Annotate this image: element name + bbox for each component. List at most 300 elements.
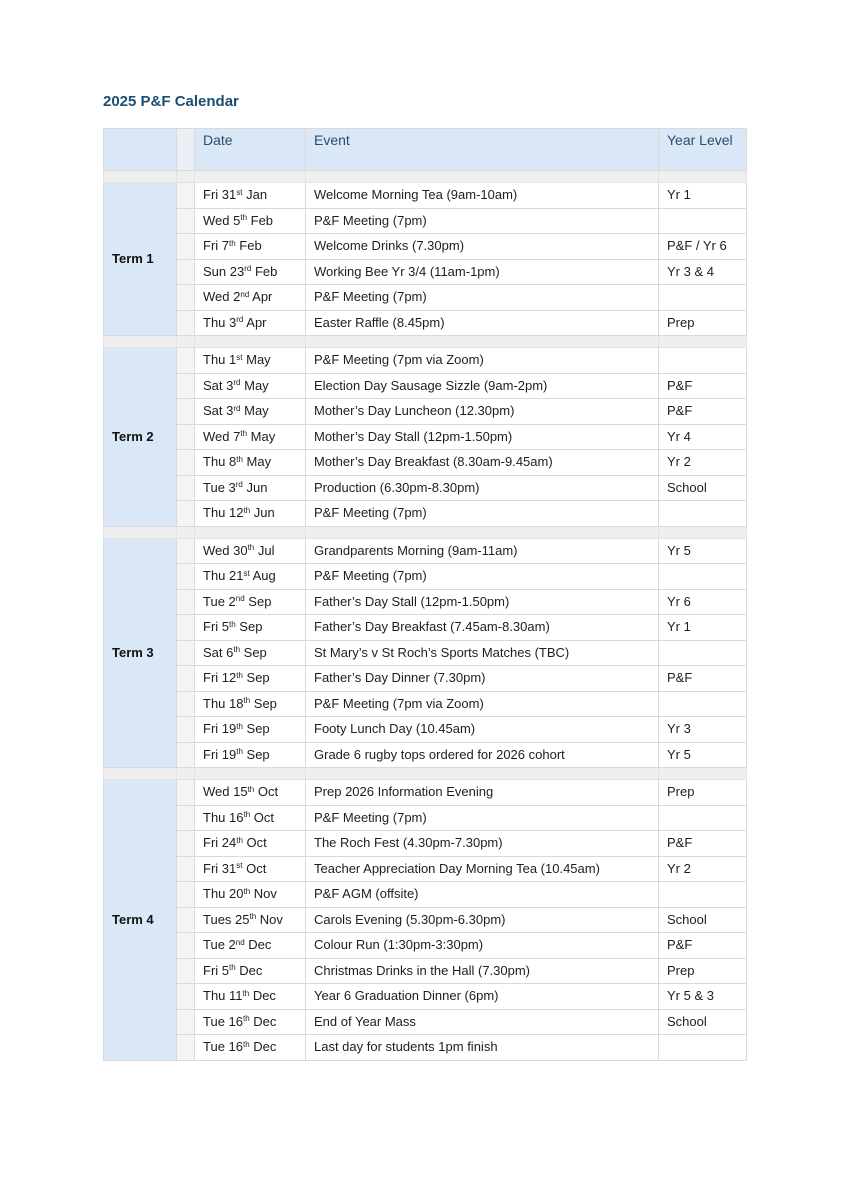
- date-month: Dec: [248, 937, 272, 953]
- year-level-cell: [659, 640, 747, 666]
- date-cell: [195, 907, 306, 933]
- date-day: Wed 2: [203, 289, 241, 305]
- event-cell: Mother’s Day Stall (12pm-1.50pm): [306, 424, 659, 450]
- date-month: Feb: [239, 238, 262, 254]
- event-cell: Carols Evening (5.30pm-6.30pm): [306, 907, 659, 933]
- narrow-cell: [177, 501, 195, 527]
- table-row: [104, 1009, 747, 1035]
- date-day: Wed 7: [203, 428, 241, 444]
- narrow-cell: [177, 208, 195, 234]
- event-cell: Working Bee Yr 3/4 (11am-1pm): [306, 259, 659, 285]
- date-ordinal-suffix: th: [240, 213, 248, 223]
- table-row: [104, 424, 747, 450]
- event-cell: P&F Meeting (7pm): [306, 501, 659, 527]
- date-month: Sep: [239, 619, 263, 635]
- date-day: Fri 31: [203, 860, 237, 876]
- date-month: Apr: [246, 314, 267, 330]
- spacer-cell: [195, 171, 306, 183]
- table-row: [104, 691, 747, 717]
- event-cell: Last day for students 1pm finish: [306, 1035, 659, 1061]
- table-row: [104, 831, 747, 857]
- date-cell: [195, 310, 306, 336]
- spacer-cell: [306, 171, 659, 183]
- spacer-cell: [104, 171, 177, 183]
- date-day: Fri 5: [203, 619, 229, 635]
- narrow-cell: [177, 882, 195, 908]
- year-level-cell: [659, 1035, 747, 1061]
- year-level-cell: Prep: [659, 780, 747, 806]
- date-cell: [195, 424, 306, 450]
- date-month: Sep: [248, 593, 272, 609]
- table-row: [104, 234, 747, 260]
- date-month: Oct: [246, 860, 267, 876]
- table-row: [104, 984, 747, 1010]
- event-cell: Mother’s Day Luncheon (12.30pm): [306, 399, 659, 425]
- narrow-cell: [177, 984, 195, 1010]
- spacer-cell: [177, 171, 195, 183]
- date-ordinal-suffix: rd: [236, 315, 244, 325]
- date-cell: [195, 475, 306, 501]
- header-date: Date: [195, 129, 306, 171]
- date-cell: [195, 882, 306, 908]
- narrow-cell: [177, 424, 195, 450]
- date-cell: [195, 691, 306, 717]
- date-cell: [195, 538, 306, 564]
- event-cell: Production (6.30pm-8.30pm): [306, 475, 659, 501]
- date-day: Fri 7: [203, 238, 229, 254]
- table-row: [104, 285, 747, 311]
- year-level-cell: P&F: [659, 399, 747, 425]
- date-cell: [195, 984, 306, 1010]
- term-spacer-row: [104, 336, 747, 348]
- date-cell: [195, 1009, 306, 1035]
- event-cell: Grade 6 rugby tops ordered for 2026 cohort: [306, 742, 659, 768]
- narrow-cell: [177, 831, 195, 857]
- date-cell: [195, 501, 306, 527]
- year-level-cell: Yr 5: [659, 538, 747, 564]
- term-spacer-row: [104, 171, 747, 183]
- date-month: Oct: [257, 784, 279, 800]
- date-month: May: [246, 352, 271, 368]
- narrow-cell: [177, 907, 195, 933]
- year-level-cell: School: [659, 1009, 747, 1035]
- date-ordinal-suffix: st: [236, 861, 243, 871]
- table-row: [104, 933, 747, 959]
- event-cell: P&F Meeting (7pm): [306, 564, 659, 590]
- date-day: Fri 19: [203, 746, 237, 762]
- date-ordinal-suffix: rd: [233, 378, 241, 388]
- narrow-cell: [177, 780, 195, 806]
- date-cell: [195, 933, 306, 959]
- narrow-cell: [177, 805, 195, 831]
- year-level-cell: P&F: [659, 933, 747, 959]
- date-day: Wed 30: [203, 542, 248, 558]
- date-month: Sep: [243, 644, 267, 660]
- event-cell: Year 6 Graduation Dinner (6pm): [306, 984, 659, 1010]
- narrow-cell: [177, 717, 195, 743]
- date-month: Feb: [254, 263, 278, 279]
- year-level-cell: P&F: [659, 373, 747, 399]
- header-narrow-cell: [177, 129, 195, 171]
- date-cell: [195, 589, 306, 615]
- event-cell: St Mary’s v St Roch’s Sports Matches (TBC): [306, 640, 659, 666]
- date-month: Jan: [246, 187, 268, 203]
- date-day: Tue 2: [203, 937, 236, 953]
- year-level-cell: [659, 805, 747, 831]
- narrow-cell: [177, 933, 195, 959]
- table-row: [104, 399, 747, 425]
- event-cell: P&F Meeting (7pm): [306, 805, 659, 831]
- date-ordinal-suffix: st: [236, 352, 243, 362]
- date-month: May: [250, 428, 276, 444]
- date-day: Thu 8: [203, 454, 237, 470]
- date-ordinal-suffix: th: [229, 238, 236, 248]
- narrow-cell: [177, 348, 195, 374]
- date-ordinal-suffix: th: [243, 1039, 250, 1049]
- table-row: [104, 310, 747, 336]
- date-ordinal-suffix: th: [247, 543, 255, 553]
- calendar-table: [103, 128, 747, 1061]
- date-cell: [195, 259, 306, 285]
- table-row: [104, 450, 747, 476]
- date-ordinal-suffix: rd: [235, 480, 243, 490]
- date-ordinal-suffix: th: [242, 988, 250, 998]
- spacer-cell: [177, 768, 195, 780]
- spacer-cell: [104, 526, 177, 538]
- year-level-cell: [659, 882, 747, 908]
- date-month: Sep: [246, 670, 270, 686]
- term-spacer-row: [104, 526, 747, 538]
- table-row: [104, 564, 747, 590]
- narrow-cell: [177, 475, 195, 501]
- date-day: Tue 16: [203, 1013, 243, 1029]
- date-cell: [195, 285, 306, 311]
- date-ordinal-suffix: rd: [244, 264, 252, 274]
- narrow-cell: [177, 234, 195, 260]
- year-level-cell: School: [659, 907, 747, 933]
- date-day: Tues 25: [203, 911, 250, 927]
- date-day: Sat 3: [203, 403, 234, 419]
- date-cell: [195, 348, 306, 374]
- spacer-cell: [306, 526, 659, 538]
- year-level-cell: School: [659, 475, 747, 501]
- date-day: Thu 11: [203, 988, 243, 1004]
- date-day: Thu 18: [203, 695, 244, 711]
- date-cell: [195, 717, 306, 743]
- date-day: Fri 5: [203, 962, 229, 978]
- date-day: Sun 23: [203, 263, 245, 279]
- table-row: [104, 907, 747, 933]
- table-row: [104, 882, 747, 908]
- event-cell: Prep 2026 Information Evening: [306, 780, 659, 806]
- narrow-cell: [177, 373, 195, 399]
- table-row: [104, 475, 747, 501]
- date-ordinal-suffix: th: [243, 505, 251, 515]
- date-month: Nov: [259, 911, 283, 927]
- table-header-row: [104, 129, 747, 171]
- date-ordinal-suffix: nd: [235, 594, 245, 604]
- table-row: [104, 589, 747, 615]
- date-ordinal-suffix: th: [243, 1014, 250, 1024]
- spacer-cell: [659, 171, 747, 183]
- event-cell: P&F Meeting (7pm via Zoom): [306, 691, 659, 717]
- event-cell: Welcome Drinks (7.30pm): [306, 234, 659, 260]
- event-cell: P&F Meeting (7pm via Zoom): [306, 348, 659, 374]
- spacer-cell: [659, 526, 747, 538]
- date-cell: [195, 1035, 306, 1061]
- date-cell: [195, 780, 306, 806]
- date-ordinal-suffix: th: [236, 454, 243, 464]
- table-row: [104, 780, 747, 806]
- event-cell: P&F Meeting (7pm): [306, 208, 659, 234]
- term-spacer-row: [104, 768, 747, 780]
- event-cell: Mother’s Day Breakfast (8.30am-9.45am): [306, 450, 659, 476]
- date-cell: [195, 742, 306, 768]
- narrow-cell: [177, 259, 195, 285]
- date-month: May: [244, 403, 269, 419]
- table-row: [104, 1035, 747, 1061]
- spacer-cell: [195, 336, 306, 348]
- event-cell: P&F AGM (offsite): [306, 882, 659, 908]
- date-month: Dec: [252, 988, 276, 1004]
- year-level-cell: Yr 2: [659, 856, 747, 882]
- date-day: Sat 6: [203, 644, 234, 660]
- year-level-cell: Yr 3: [659, 717, 747, 743]
- narrow-cell: [177, 310, 195, 336]
- date-ordinal-suffix: th: [249, 912, 257, 922]
- date-month: Oct: [253, 809, 275, 825]
- date-cell: [195, 805, 306, 831]
- date-month: Oct: [246, 835, 267, 851]
- year-level-cell: [659, 691, 747, 717]
- spacer-cell: [177, 336, 195, 348]
- term-label: Term 2: [104, 348, 177, 527]
- table-row: [104, 805, 747, 831]
- date-month: Sep: [246, 721, 270, 737]
- narrow-cell: [177, 450, 195, 476]
- date-month: Dec: [253, 1013, 277, 1029]
- narrow-cell: [177, 615, 195, 641]
- date-month: Jul: [257, 542, 275, 558]
- event-cell: P&F Meeting (7pm): [306, 285, 659, 311]
- table-row: [104, 373, 747, 399]
- narrow-cell: [177, 589, 195, 615]
- table-row: [104, 615, 747, 641]
- narrow-cell: [177, 183, 195, 209]
- term-label: Term 3: [104, 538, 177, 768]
- date-cell: [195, 666, 306, 692]
- event-cell: Father’s Day Breakfast (7.45am-8.30am): [306, 615, 659, 641]
- date-cell: [195, 399, 306, 425]
- date-day: Fri 31: [203, 187, 237, 203]
- year-level-cell: Yr 1: [659, 183, 747, 209]
- event-cell: Grandparents Morning (9am-11am): [306, 538, 659, 564]
- date-ordinal-suffix: st: [236, 187, 243, 197]
- date-ordinal-suffix: th: [247, 784, 255, 794]
- date-day: Wed 5: [203, 212, 241, 228]
- date-day: Thu 21: [203, 568, 244, 584]
- year-level-cell: Yr 3 & 4: [659, 259, 747, 285]
- narrow-cell: [177, 640, 195, 666]
- date-ordinal-suffix: th: [233, 645, 241, 655]
- year-level-cell: [659, 285, 747, 311]
- year-level-cell: Yr 4: [659, 424, 747, 450]
- date-cell: [195, 640, 306, 666]
- date-month: Jun: [246, 479, 268, 495]
- page-title: 2025 P&F Calendar: [103, 93, 239, 110]
- date-ordinal-suffix: th: [236, 835, 243, 845]
- spacer-cell: [306, 768, 659, 780]
- narrow-cell: [177, 1035, 195, 1061]
- date-month: Nov: [253, 886, 277, 902]
- table-row: [104, 856, 747, 882]
- date-cell: [195, 234, 306, 260]
- event-cell: Election Day Sausage Sizzle (9am-2pm): [306, 373, 659, 399]
- event-cell: Christmas Drinks in the Hall (7.30pm): [306, 958, 659, 984]
- date-day: Tue 2: [203, 593, 236, 609]
- term-label: Term 1: [104, 183, 177, 336]
- event-cell: End of Year Mass: [306, 1009, 659, 1035]
- table-row: [104, 742, 747, 768]
- narrow-cell: [177, 399, 195, 425]
- date-day: Tue 3: [203, 479, 236, 495]
- year-level-cell: P&F: [659, 666, 747, 692]
- date-ordinal-suffix: th: [243, 696, 251, 706]
- date-month: Apr: [252, 289, 273, 305]
- year-level-cell: [659, 564, 747, 590]
- date-month: Dec: [239, 962, 263, 978]
- table-row: [104, 183, 747, 209]
- narrow-cell: [177, 958, 195, 984]
- year-level-cell: Prep: [659, 958, 747, 984]
- date-day: Thu 3: [203, 314, 237, 330]
- year-level-cell: [659, 501, 747, 527]
- date-cell: [195, 450, 306, 476]
- date-ordinal-suffix: th: [243, 886, 251, 896]
- year-level-cell: Yr 1: [659, 615, 747, 641]
- date-day: Thu 1: [203, 352, 237, 368]
- event-cell: Easter Raffle (8.45pm): [306, 310, 659, 336]
- spacer-cell: [306, 336, 659, 348]
- table-row: [104, 640, 747, 666]
- table-row: [104, 666, 747, 692]
- event-cell: Father’s Day Stall (12pm-1.50pm): [306, 589, 659, 615]
- header-term-cell: [104, 129, 177, 171]
- date-month: Aug: [252, 568, 276, 584]
- event-cell: Welcome Morning Tea (9am-10am): [306, 183, 659, 209]
- date-ordinal-suffix: th: [229, 619, 236, 629]
- date-month: May: [246, 454, 272, 470]
- year-level-cell: P&F / Yr 6: [659, 234, 747, 260]
- date-cell: [195, 615, 306, 641]
- date-day: Fri 12: [203, 670, 237, 686]
- date-day: Wed 15: [203, 784, 248, 800]
- date-cell: [195, 856, 306, 882]
- year-level-cell: [659, 348, 747, 374]
- date-cell: [195, 183, 306, 209]
- date-month: Sep: [246, 746, 270, 762]
- date-ordinal-suffix: th: [229, 963, 236, 973]
- date-ordinal-suffix: rd: [233, 403, 241, 413]
- event-cell: Colour Run (1:30pm-3:30pm): [306, 933, 659, 959]
- date-cell: [195, 564, 306, 590]
- date-day: Fri 19: [203, 721, 237, 737]
- year-level-cell: Yr 5 & 3: [659, 984, 747, 1010]
- date-ordinal-suffix: st: [243, 568, 250, 578]
- spacer-cell: [104, 768, 177, 780]
- term-label: Term 4: [104, 780, 177, 1061]
- spacer-cell: [104, 336, 177, 348]
- table-row: [104, 348, 747, 374]
- year-level-cell: P&F: [659, 831, 747, 857]
- date-month: Dec: [253, 1039, 277, 1055]
- year-level-cell: [659, 208, 747, 234]
- spacer-cell: [659, 336, 747, 348]
- date-month: Sep: [253, 695, 277, 711]
- date-ordinal-suffix: th: [243, 810, 251, 820]
- date-cell: [195, 208, 306, 234]
- date-ordinal-suffix: th: [236, 721, 243, 731]
- date-month: Feb: [250, 212, 274, 228]
- table-row: [104, 538, 747, 564]
- event-cell: The Roch Fest (4.30pm-7.30pm): [306, 831, 659, 857]
- narrow-cell: [177, 666, 195, 692]
- table-row: [104, 717, 747, 743]
- narrow-cell: [177, 742, 195, 768]
- header-event: Event: [306, 129, 659, 171]
- date-ordinal-suffix: th: [236, 747, 243, 757]
- date-cell: [195, 831, 306, 857]
- date-cell: [195, 373, 306, 399]
- date-ordinal-suffix: nd: [240, 289, 250, 299]
- date-day: Sat 3: [203, 377, 234, 393]
- table-row: [104, 259, 747, 285]
- spacer-cell: [659, 768, 747, 780]
- date-month: Jun: [253, 505, 275, 521]
- year-level-cell: Yr 2: [659, 450, 747, 476]
- date-day: Tue 16: [203, 1039, 243, 1055]
- year-level-cell: Yr 5: [659, 742, 747, 768]
- date-day: Thu 16: [203, 809, 244, 825]
- event-cell: Teacher Appreciation Day Morning Tea (10.45am): [306, 856, 659, 882]
- header-year-level: Year Level: [659, 129, 747, 171]
- date-month: May: [244, 377, 269, 393]
- table-row: [104, 958, 747, 984]
- narrow-cell: [177, 691, 195, 717]
- date-ordinal-suffix: nd: [235, 937, 245, 947]
- narrow-cell: [177, 1009, 195, 1035]
- year-level-cell: Yr 6: [659, 589, 747, 615]
- date-day: Thu 20: [203, 886, 244, 902]
- date-day: Thu 12: [203, 505, 244, 521]
- narrow-cell: [177, 856, 195, 882]
- narrow-cell: [177, 564, 195, 590]
- spacer-cell: [177, 526, 195, 538]
- date-ordinal-suffix: th: [240, 429, 248, 439]
- table-row: [104, 501, 747, 527]
- narrow-cell: [177, 538, 195, 564]
- date-ordinal-suffix: th: [236, 670, 243, 680]
- narrow-cell: [177, 285, 195, 311]
- spacer-cell: [195, 526, 306, 538]
- event-cell: Father’s Day Dinner (7.30pm): [306, 666, 659, 692]
- year-level-cell: Prep: [659, 310, 747, 336]
- spacer-cell: [195, 768, 306, 780]
- event-cell: Footy Lunch Day (10.45am): [306, 717, 659, 743]
- table-row: [104, 208, 747, 234]
- date-day: Fri 24: [203, 835, 237, 851]
- date-cell: [195, 958, 306, 984]
